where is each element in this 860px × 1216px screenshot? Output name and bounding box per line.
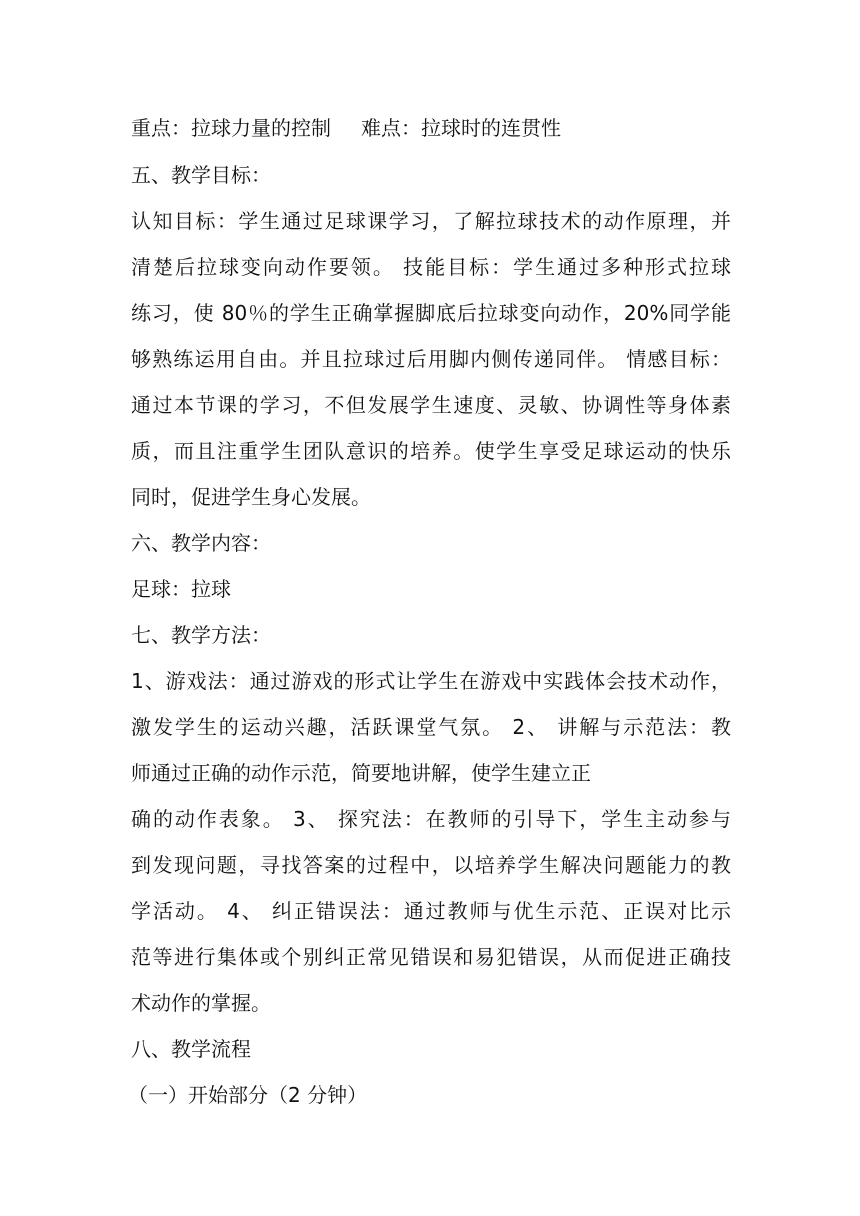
goals-line-7: 同时，促进学生身心发展。	[131, 485, 371, 509]
methods-line-3: 师通过正确的动作示范，简要地讲解，使学生建立正	[131, 761, 591, 785]
section-7-heading: 七、教学方法：	[131, 623, 271, 647]
methods-line-1: 1、游戏法：通过游戏的形式让学生在游戏中实践体会技术动作，	[131, 669, 731, 693]
goals-line-4: 够熟练运用自由。并且拉球过后用脚内侧传递同伴。 情感目标：	[131, 347, 731, 371]
methods-line-2: 激发学生的运动兴趣，活跃课堂气氛。 2、 讲解与示范法：教	[131, 715, 731, 739]
methods-line-4: 确的动作表象。 3、 探究法：在教师的引导下，学生主动参与	[131, 807, 731, 831]
methods-line-5: 到发现问题，寻找答案的过程中，以培养学生解决问题能力的教	[131, 853, 731, 877]
section-5-heading: 五、教学目标：	[131, 163, 271, 187]
goals-line-1: 认知目标：学生通过足球课学习，了解拉球技术的动作原理，并	[131, 209, 731, 233]
methods-line-6: 学活动。 4、 纠正错误法：通过教师与优生示范、正误对比示	[131, 899, 731, 923]
difficulty-text: 难点：拉球时的连贯性	[361, 116, 561, 140]
goals-line-6: 质，而且注重学生团队意识的培养。使学生享受足球运动的快乐	[131, 439, 731, 463]
key-point-text: 重点：拉球力量的控制	[131, 116, 331, 140]
goals-line-3: 练习，使 80％的学生正确掌握脚底后拉球变向动作，20%同学能	[131, 301, 731, 325]
section-8-heading: 八、教学流程	[131, 1037, 251, 1061]
methods-line-7: 范等进行集体或个别纠正常见错误和易犯错误，从而促进正确技	[131, 945, 731, 969]
section-6-heading: 六、教学内容：	[131, 531, 271, 555]
goals-line-5: 通过本节课的学习，不但发展学生速度、灵敏、协调性等身体素	[131, 393, 731, 417]
goals-line-2: 清楚后拉球变向动作要领。 技能目标：学生通过多种形式拉球	[131, 255, 731, 279]
subsection-1-heading: （一）开始部分（2 分钟）	[128, 1083, 368, 1107]
key-points-line	[131, 115, 731, 141]
methods-line-8: 术动作的掌握。	[131, 991, 271, 1015]
content-text: 足球：拉球	[131, 577, 231, 601]
